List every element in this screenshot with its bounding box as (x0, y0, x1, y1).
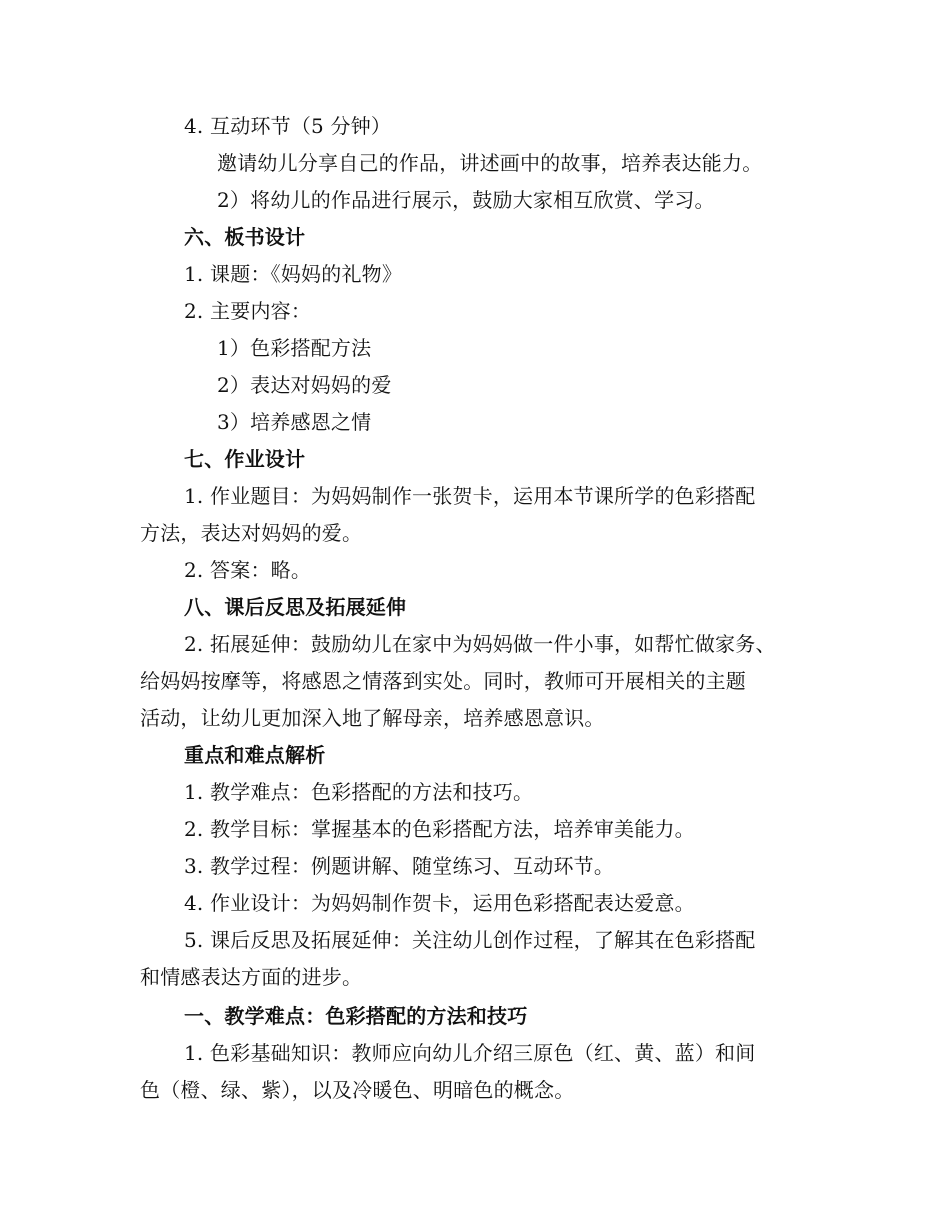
text-line: 和情感表达方面的进步。 (140, 965, 363, 989)
text-line: 方法，表达对妈妈的爱。 (140, 521, 363, 545)
text-line: 1. 作业题目：为妈妈制作一张贺卡，运用本节课所学的色彩搭配 (184, 484, 756, 508)
text-line: 2. 教学目标：掌握基本的色彩搭配方法，培养审美能力。 (184, 817, 695, 841)
text-line: 1. 色彩基础知识：教师应向幼儿介绍三原色（红、黄、蓝）和间 (184, 1041, 756, 1065)
text-line: 3）培养感恩之情 (217, 410, 372, 434)
text-line: 1. 课题：《妈妈的礼物》 (184, 262, 403, 286)
text-line: 2. 拓展延伸：鼓励幼儿在家中为妈妈做一件小事，如帮忙做家务、 (184, 632, 776, 656)
section-heading: 七、作业设计 (184, 447, 306, 471)
text-line: 3. 教学过程：例题讲解、随堂练习、互动环节。 (184, 854, 615, 878)
text-line: 给妈妈按摩等，将感恩之情落到实处。同时，教师可开展相关的主题 (140, 669, 746, 693)
section-heading: 重点和难点解析 (184, 743, 326, 767)
text-line: 4. 作业设计：为妈妈制作贺卡，运用色彩搭配表达爱意。 (184, 891, 695, 915)
text-line: 4. 互动环节（5 分钟） (184, 114, 392, 138)
text-line: 2. 答案：略。 (184, 558, 312, 582)
text-line: 1. 教学难点：色彩搭配的方法和技巧。 (184, 780, 534, 804)
text-line: 活动，让幼儿更加深入地了解母亲，培养感恩意识。 (140, 706, 605, 730)
text-line: 2）将幼儿的作品进行展示，鼓励大家相互欣赏、学习。 (217, 188, 715, 212)
text-line: 5. 课后反思及拓展延伸：关注幼儿创作过程，了解其在色彩搭配 (184, 928, 756, 952)
section-heading: 八、课后反思及拓展延伸 (184, 595, 407, 619)
text-line: 色（橙、绿、紫），以及冷暖色、明暗色的概念。 (140, 1078, 575, 1102)
section-heading: 六、板书设计 (184, 225, 306, 249)
section-heading: 一、教学难点：色彩搭配的方法和技巧 (184, 1004, 528, 1028)
text-line: 2）表达对妈妈的爱 (217, 373, 392, 397)
text-line: 邀请幼儿分享自己的作品，讲述画中的故事，培养表达能力。 (217, 151, 763, 175)
text-line: 2. 主要内容： (184, 299, 312, 323)
text-line: 1）色彩搭配方法 (217, 336, 372, 360)
